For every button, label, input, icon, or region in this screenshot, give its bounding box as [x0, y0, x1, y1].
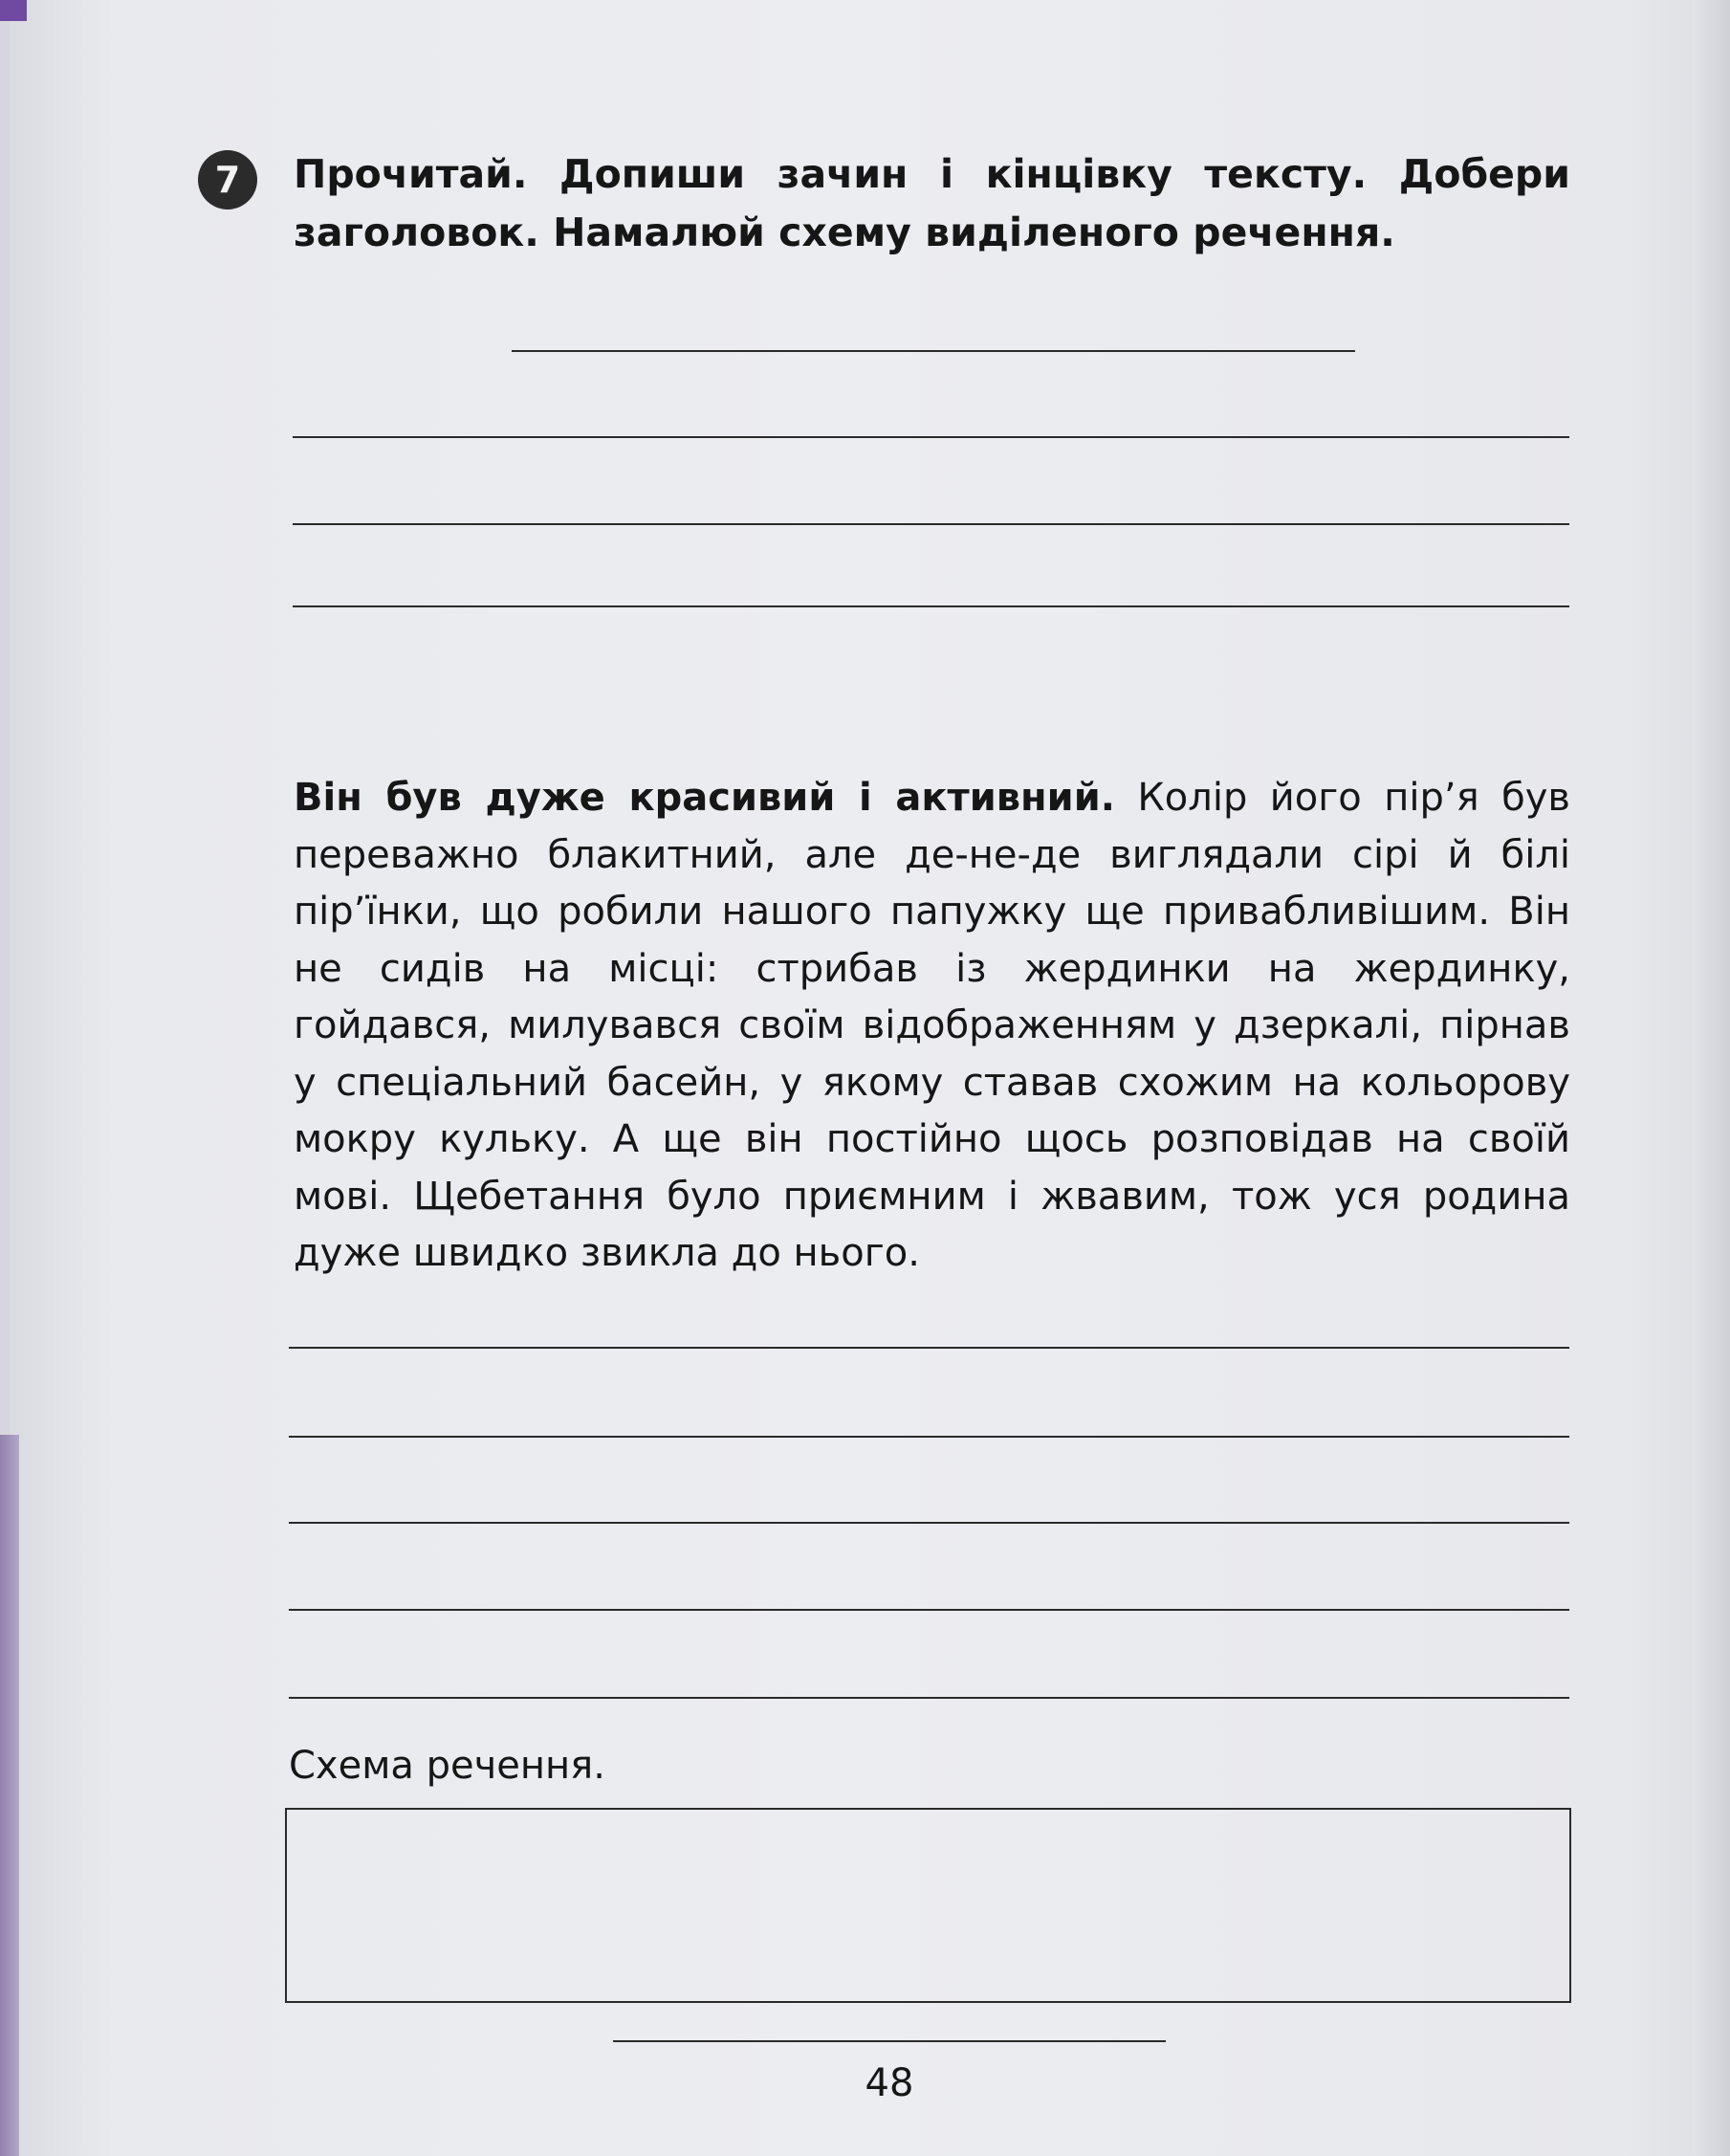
ending-writing-line-1[interactable] — [289, 1347, 1569, 1349]
ending-writing-line-4[interactable] — [289, 1609, 1569, 1611]
task-number-badge: 7 — [198, 150, 257, 209]
title-writing-line[interactable] — [512, 350, 1355, 352]
reading-text-body: Колір його пір’я був переважно блакитний, але де-не-де виглядали сірі й білі пір’їнки, що робили нашого папужку ще привабливішим. Він не сидів на місці: стрибав із жердинки на жердинку, гойдався, милувався своїм відображенням у дзеркалі, пірнав у спеціальний басейн, у якому ставав схожим на кольорову мокру кульку. А ще він постійно щось розповідав на своїй мові. Щебетання було приємним і жвавим, тож уся родина дуже швидко звикла до нього. — [294, 776, 1571, 1275]
section-color-band — [0, 1435, 19, 2156]
page-number: 48 — [865, 2061, 914, 2105]
ending-writing-line-5[interactable] — [289, 1697, 1569, 1699]
beginning-writing-line-2[interactable] — [293, 523, 1569, 525]
ending-writing-line-2[interactable] — [289, 1436, 1569, 1438]
beginning-writing-line-3[interactable] — [293, 605, 1569, 607]
page-right-edge — [1692, 0, 1730, 2156]
reading-text — [294, 770, 1570, 1283]
beginning-writing-line-1[interactable] — [293, 436, 1569, 438]
scheme-drawing-box[interactable] — [285, 1808, 1571, 2003]
ending-writing-line-3[interactable] — [289, 1522, 1569, 1524]
section-color-tab — [0, 0, 27, 21]
highlighted-sentence: Він був дуже красивий і активний. — [294, 776, 1115, 820]
task-instruction: Прочитай. Допиши зачин і кінцівку тексту. Добери заголовок. Намалюй схему виділеного речення. — [294, 151, 1570, 255]
scheme-label: Схема речення. — [289, 1744, 605, 1788]
footer-divider — [613, 2040, 1166, 2042]
